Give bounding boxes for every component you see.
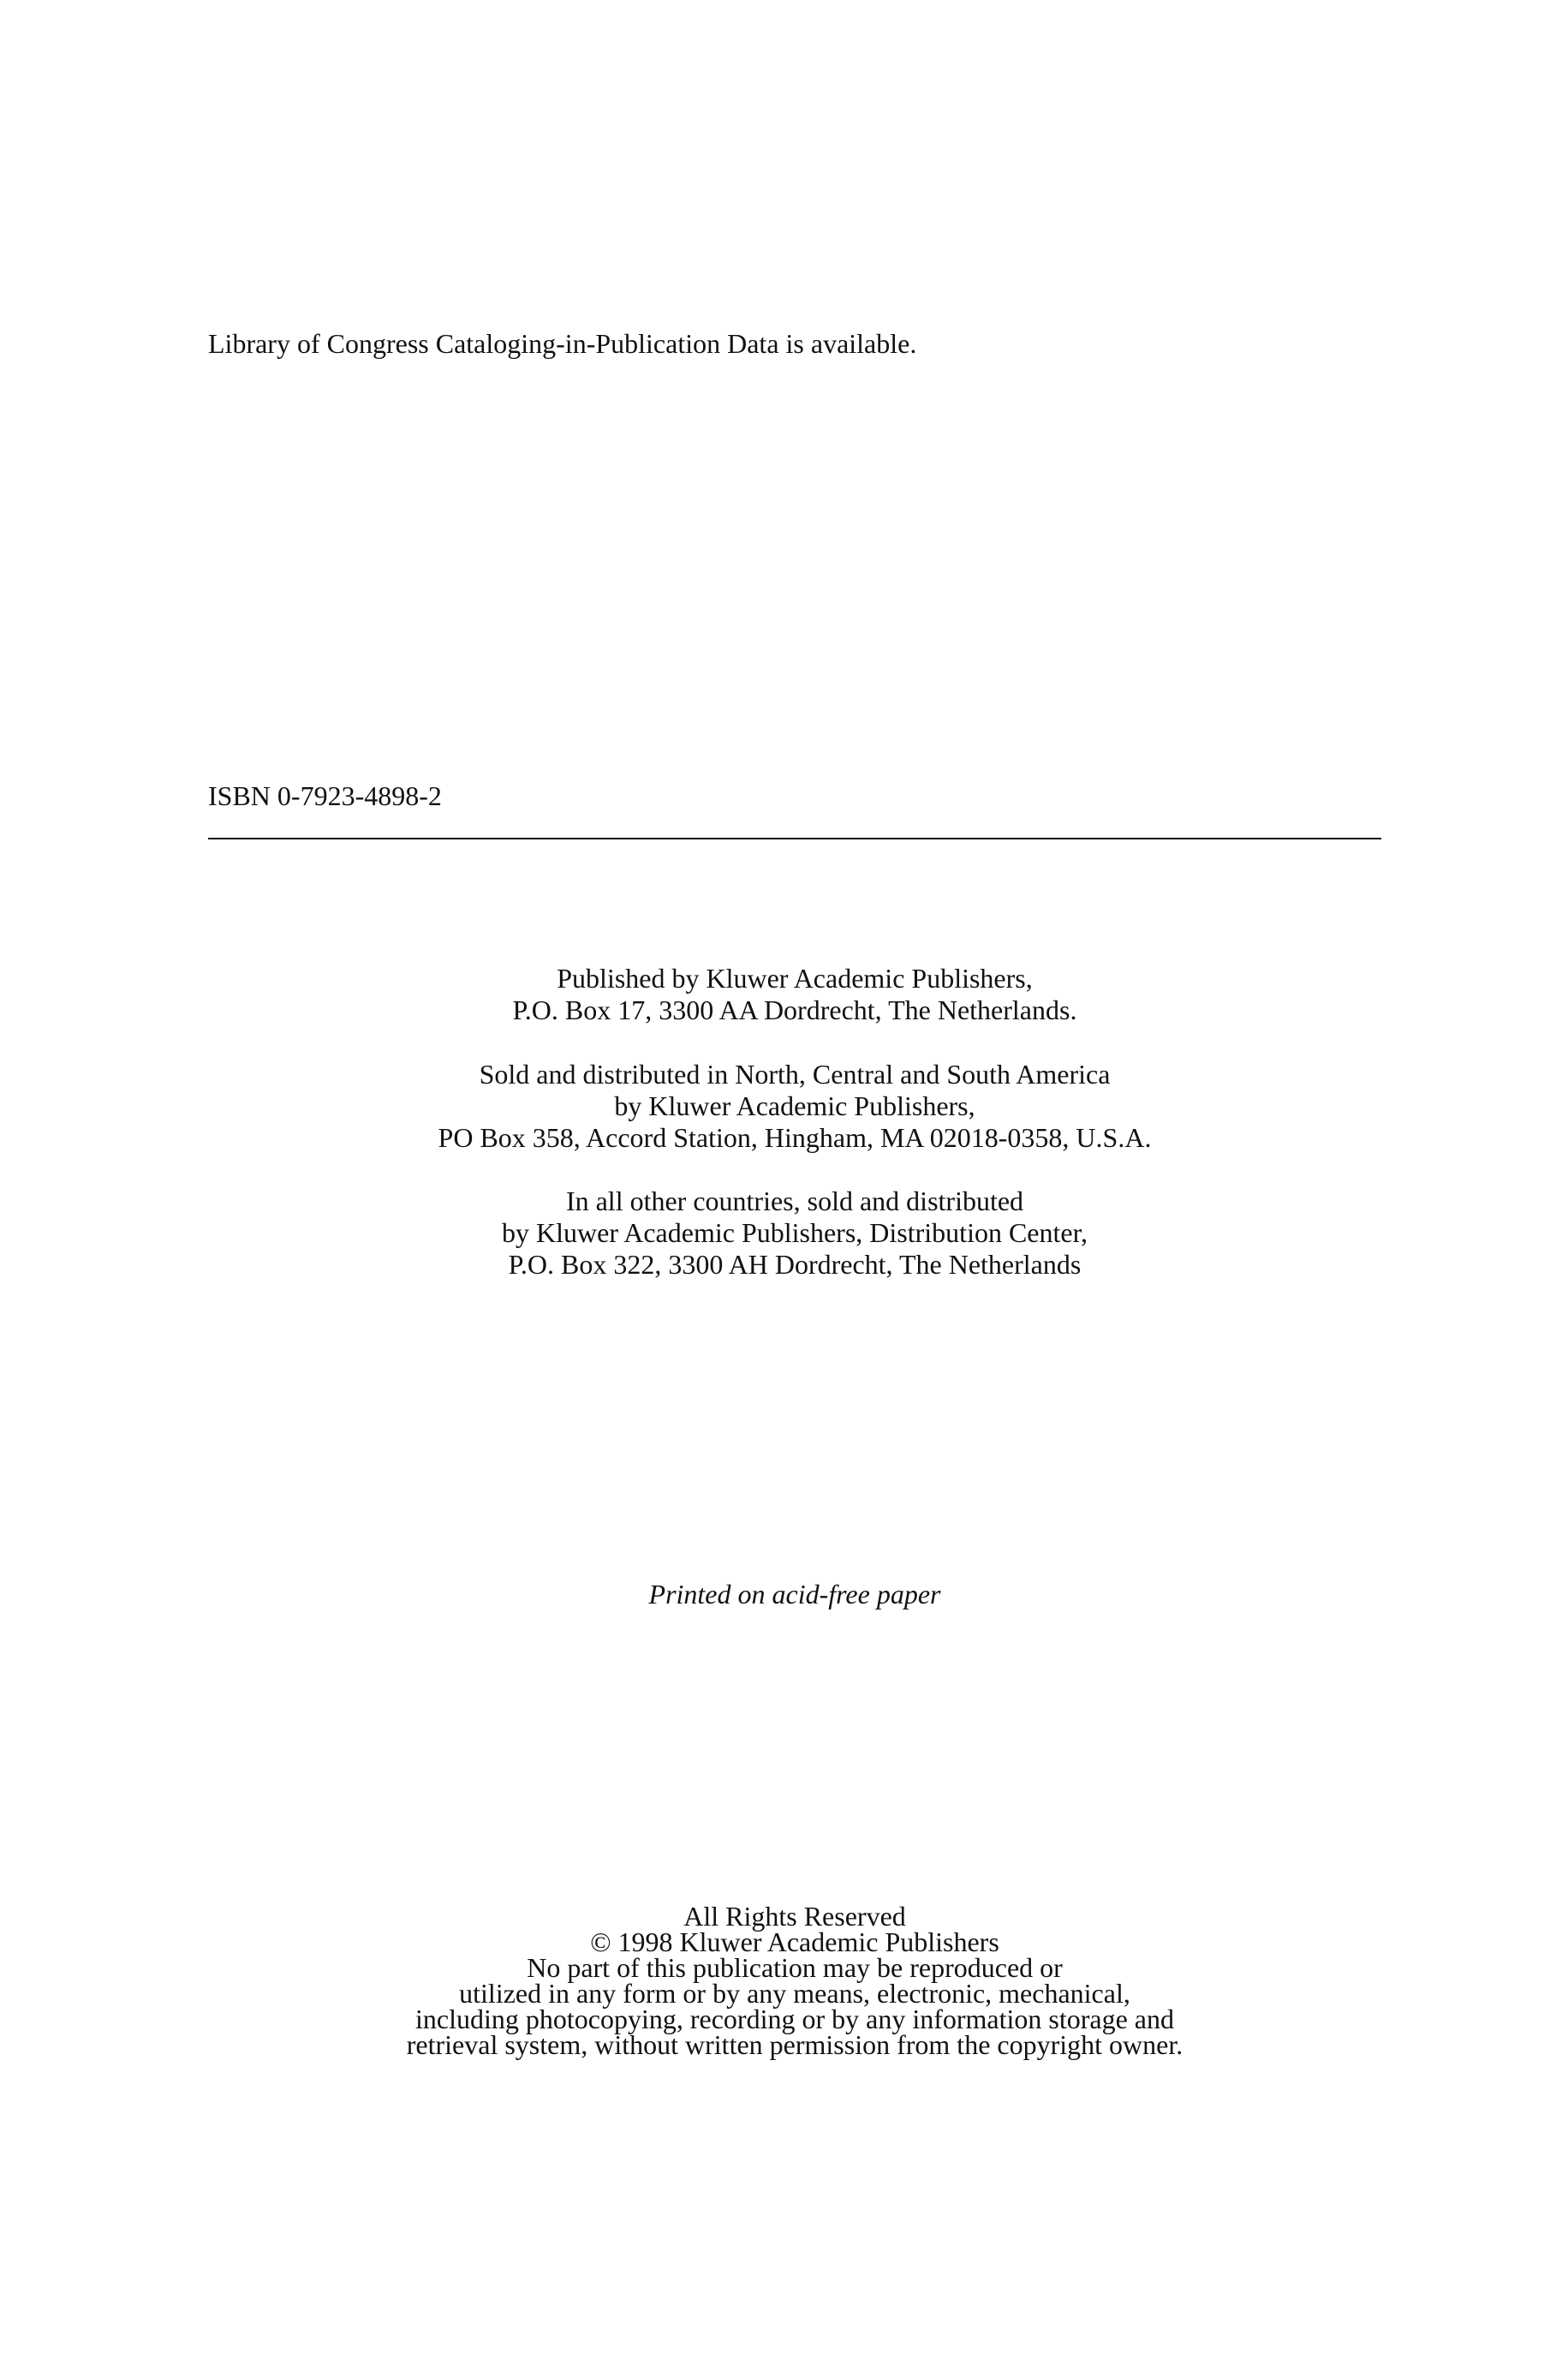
publisher-address-line: P.O. Box 17, 3300 AA Dordrecht, The Netherlands.	[512, 994, 1077, 1025]
distribution-americas-line: PO Box 358, Accord Station, Hingham, MA 02018-0358, U.S.A.	[438, 1122, 1152, 1153]
paper-note: Printed on acid-free paper	[648, 1579, 941, 1610]
rights-line: retrieval system, without written permission from the copyright owner.	[406, 2029, 1183, 2060]
distribution-other-line: P.O. Box 322, 3300 AH Dordrecht, The Netherlands	[508, 1249, 1082, 1280]
distribution-other-block	[208, 1186, 1381, 1281]
distribution-other-line: In all other countries, sold and distributed	[565, 1186, 1024, 1216]
copyright-line: © 1998 Kluwer Academic Publishers	[590, 1926, 999, 1957]
cip-notice: Library of Congress Cataloging-in-Publication Data is available.	[208, 328, 917, 359]
publisher-line: Published by Kluwer Academic Publishers,	[557, 963, 1033, 994]
publisher-block	[208, 963, 1381, 1026]
rights-line: including photocopying, recording or by any information storage and	[414, 2004, 1174, 2034]
rights-line: utilized in any form or by any means, electronic, mechanical,	[459, 1978, 1130, 2009]
rights-block	[208, 1901, 1381, 2060]
isbn: ISBN 0-7923-4898-2	[208, 780, 442, 811]
distribution-americas-line: by Kluwer Academic Publishers,	[614, 1090, 975, 1121]
rights-line: No part of this publication may be reproduced or	[527, 1952, 1063, 1983]
horizontal-rule	[208, 838, 1381, 839]
distribution-americas-line: Sold and distributed in North, Central and South America	[479, 1059, 1111, 1090]
distribution-other-line: by Kluwer Academic Publishers, Distribution Center,	[502, 1217, 1088, 1248]
distribution-americas-block	[208, 1059, 1381, 1154]
rights-line: All Rights Reserved	[683, 1901, 906, 1932]
